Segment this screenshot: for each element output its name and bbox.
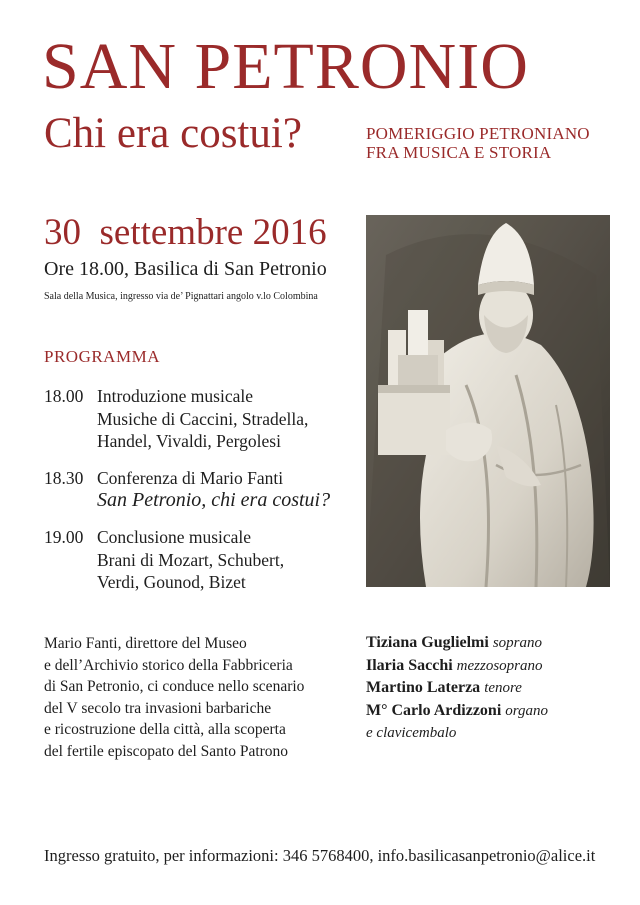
performer-name: Tiziana Guglielmi (366, 634, 489, 651)
performer-row (366, 632, 548, 655)
bio-line-5: e ricostruzione della città, alla scoperta (44, 721, 286, 738)
performer-name: Ilaria Sacchi (366, 656, 453, 674)
program-item-2-detail-1: San Petronio, chi era costui? (97, 489, 331, 511)
bio-line-2: e dell’Archivio storico della Fabbriceria (44, 656, 293, 674)
bio-line-1: Mario Fanti, direttore del Museo (44, 635, 247, 652)
performer-row (366, 677, 548, 700)
event-time-place: Ore 18.00, Basilica di San Petronio (44, 258, 327, 280)
bio-line-4: del V secolo tra invasioni barbariche (44, 699, 272, 717)
performer-extra-role: e clavicembalo (366, 725, 457, 741)
program-item-3-title: Conclusione musicale (97, 527, 252, 547)
performer-role: mezzosoprano (456, 657, 543, 674)
program-item-3-detail-2: Verdi, Gounod, Bizet (97, 572, 246, 592)
tagline-line-2: FRA MUSICA E STORIA (366, 143, 552, 162)
tagline-line-1: POMERIGGIO PETRONIANO (366, 124, 590, 143)
program-item-2-time: 18.30 (44, 468, 84, 488)
bio-line-6: del fertile episcopato del Santo Patrono (44, 742, 289, 760)
program-item-1-time: 18.00 (44, 386, 84, 406)
performer-name: Martino Laterza (366, 679, 481, 696)
program-item-1-title: Introduzione musicale (97, 386, 253, 406)
performer-row (366, 655, 548, 678)
program-item-2-title: Conferenza di Mario Fanti (97, 468, 284, 488)
program-item-3-detail-1: Brani di Mozart, Schubert, (97, 550, 285, 570)
performer-role: soprano (492, 635, 543, 651)
subtitle: Chi era costui? (44, 110, 302, 157)
performer-row (366, 700, 548, 723)
event-address: Sala della Musica, ingresso via de’ Pignattari angolo v.lo Colombina (44, 291, 318, 302)
performer-name: M° Carlo Ardizzoni (366, 701, 502, 719)
speaker-bio (44, 633, 304, 762)
program-item-1-details (97, 408, 308, 452)
program-item-3-time: 19.00 (44, 527, 84, 547)
statue-image (366, 215, 610, 587)
performer-role: organo (505, 702, 549, 719)
performers-list (366, 632, 548, 745)
performer-role: tenore (484, 680, 522, 696)
footer-info: Ingresso gratuito, per informazioni: 346 5768400, info.basilicasanpetronio@alice.it (44, 846, 596, 865)
performer-row (366, 722, 548, 745)
program-item-1-detail-1: Musiche di Caccini, Stradella, (97, 409, 309, 429)
tagline (366, 124, 590, 162)
program-item-1-detail-2: Handel, Vivaldi, Pergolesi (97, 431, 281, 451)
event-date: 30 settembre 2016 (44, 212, 327, 253)
program-item-3-details (97, 549, 284, 593)
program-heading: PROGRAMMA (44, 347, 160, 366)
main-title: SAN PETRONIO (42, 30, 529, 103)
bio-line-3: di San Petronio, ci conduce nello scenario (44, 678, 305, 695)
